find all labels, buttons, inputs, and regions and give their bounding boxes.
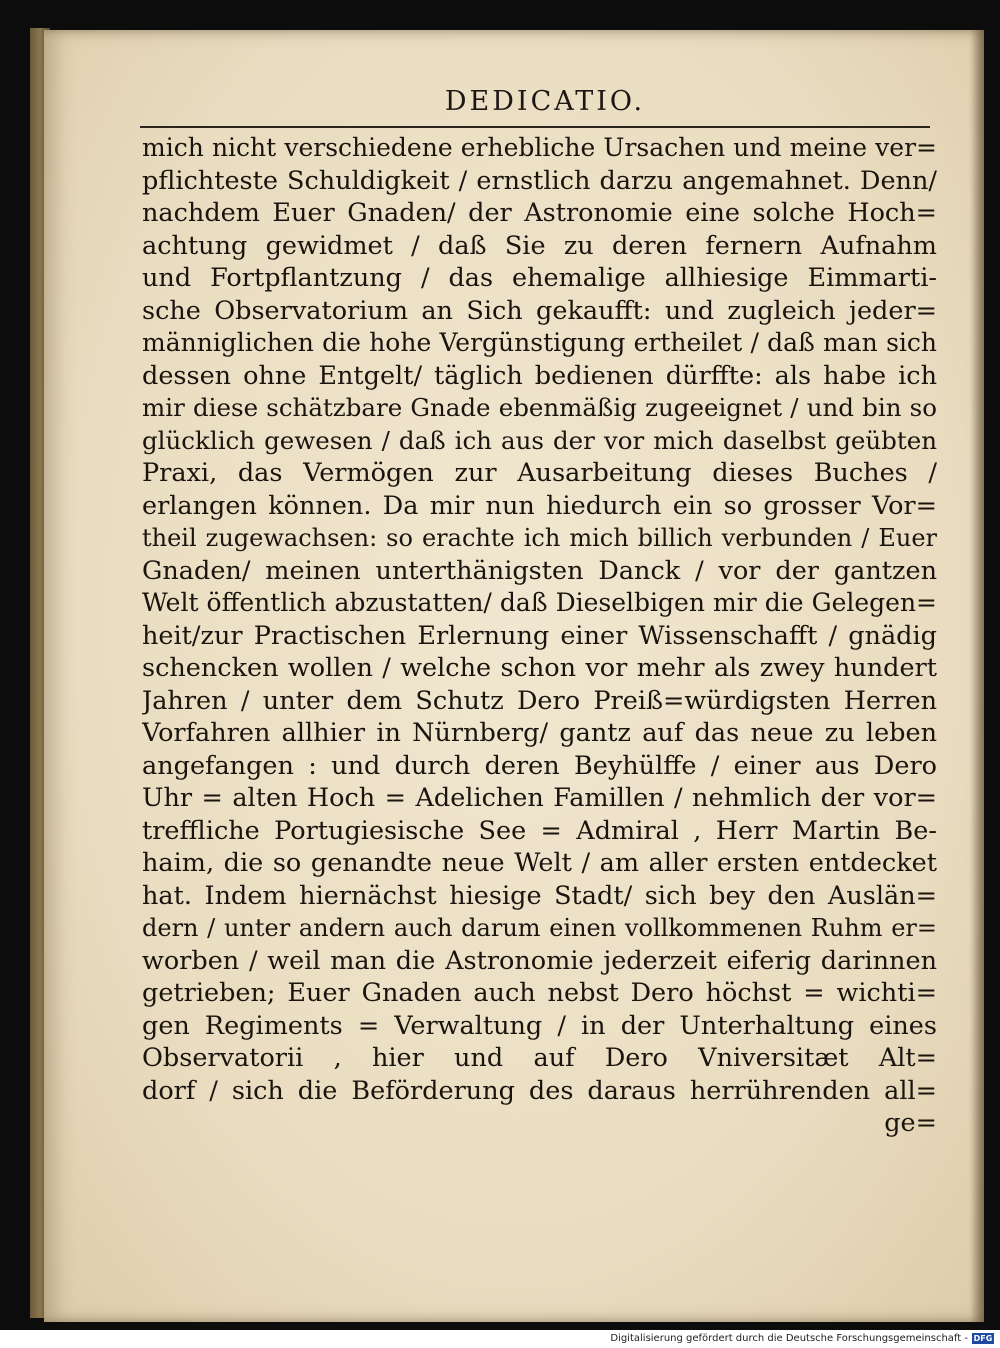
text-line: Gnaden/ meinen unterthänigsten Danck / vor der gantzen — [142, 555, 937, 586]
text-line: Vorfahren allhier in Nürnberg/ gantz auf das neue zu leben — [142, 718, 937, 748]
body-text — [142, 132, 937, 1140]
text-line: getrieben; Euer Gnaden auch nebst Dero höchst = wichti= — [142, 978, 937, 1008]
text-line: Jahren / unter dem Schutz Dero Preiß=würdigsten Herren — [142, 685, 937, 716]
text-line: mich nicht verschiedene erhebliche Ursachen und meine ver= — [142, 133, 937, 162]
text-line: dorf / sich die Beförderung des daraus herrührenden all= — [142, 1075, 937, 1106]
page-shadow — [970, 30, 984, 1322]
text-line: nachdem Euer Gnaden/ der Astronomie eine solche Hoch= — [142, 198, 937, 228]
text-line: und Fortpflantzung / das ehemalige allhiesige Eimmarti- — [142, 263, 937, 293]
text-line: mir diese schätzbare Gnade ebenmäßig zugeeignet / und bin so — [142, 393, 937, 422]
text-line: ge= — [884, 1108, 937, 1138]
text-line: treffliche Portugiesische See = Admiral , Herr Martin Be- — [142, 815, 937, 846]
text-line: erlangen können. Da mir nun hiedurch ein so grosser Vor= — [142, 490, 937, 521]
text-line: haim, die so genandte neue Welt / am aller ersten entdecket — [142, 848, 937, 878]
text-line: pflichteste Schuldigkeit / ernstlich darzu angemahnet. Denn/ — [142, 165, 937, 196]
text-line: heit/zur Practischen Erlernung einer Wissenschafft / gnädig — [142, 620, 937, 651]
text-line: Praxi, das Vermögen zur Ausarbeitung dieses Buches / — [142, 458, 937, 488]
text-line: dessen ohne Entgelt/ täglich bedienen dürffte: als habe ich — [142, 360, 937, 391]
text-line: Uhr = alten Hoch = Adelichen Famillen / nehmlich der vor= — [142, 783, 937, 813]
text-line: worben / weil man die Astronomie jederzeit eiferig darinnen — [142, 945, 937, 976]
text-line: männiglichen die hohe Vergünstigung ertheilet / daß man sich — [142, 328, 937, 357]
text-line: theil zugewachsen: so erachte ich mich billich verbunden / Euer — [142, 524, 937, 552]
header-rule — [140, 126, 930, 128]
text-line: Observatorii , hier und auf Dero Vniversitæt Alt= — [142, 1043, 937, 1073]
dfg-logo: DFG — [973, 1334, 993, 1343]
text-line: schencken wollen / welche schon vor mehr als zwey hundert — [142, 653, 937, 683]
text-line: sche Observatorium an Sich gekaufft: und zugleich jeder= — [142, 295, 937, 326]
text-line: Welt öffentlich abzustatten/ daß Dieselbigen mir die Gelegen= — [142, 588, 937, 617]
text-line: angefangen : und durch deren Beyhülffe / einer aus Dero — [142, 750, 937, 781]
text-line: dern / unter andern auch darum einen vollkommenen Ruhm er= — [142, 914, 937, 942]
funding-notice: Digitalisierung gefördert durch die Deutsche Forschungsgemeinschaft - — [610, 1333, 968, 1344]
running-header: DEDICATIO. — [444, 86, 646, 117]
text-line: glücklich gewesen / daß ich aus der vor mich daselbst geübten — [142, 425, 937, 455]
text-line: hat. Indem hiernächst hiesige Stadt/ sich bey den Auslän= — [142, 880, 937, 911]
text-line: gen Regiments = Verwaltung / in der Unterhaltung eines — [142, 1010, 937, 1041]
text-line: achtung gewidmet / daß Sie zu deren fernern Aufnahm — [142, 230, 937, 261]
